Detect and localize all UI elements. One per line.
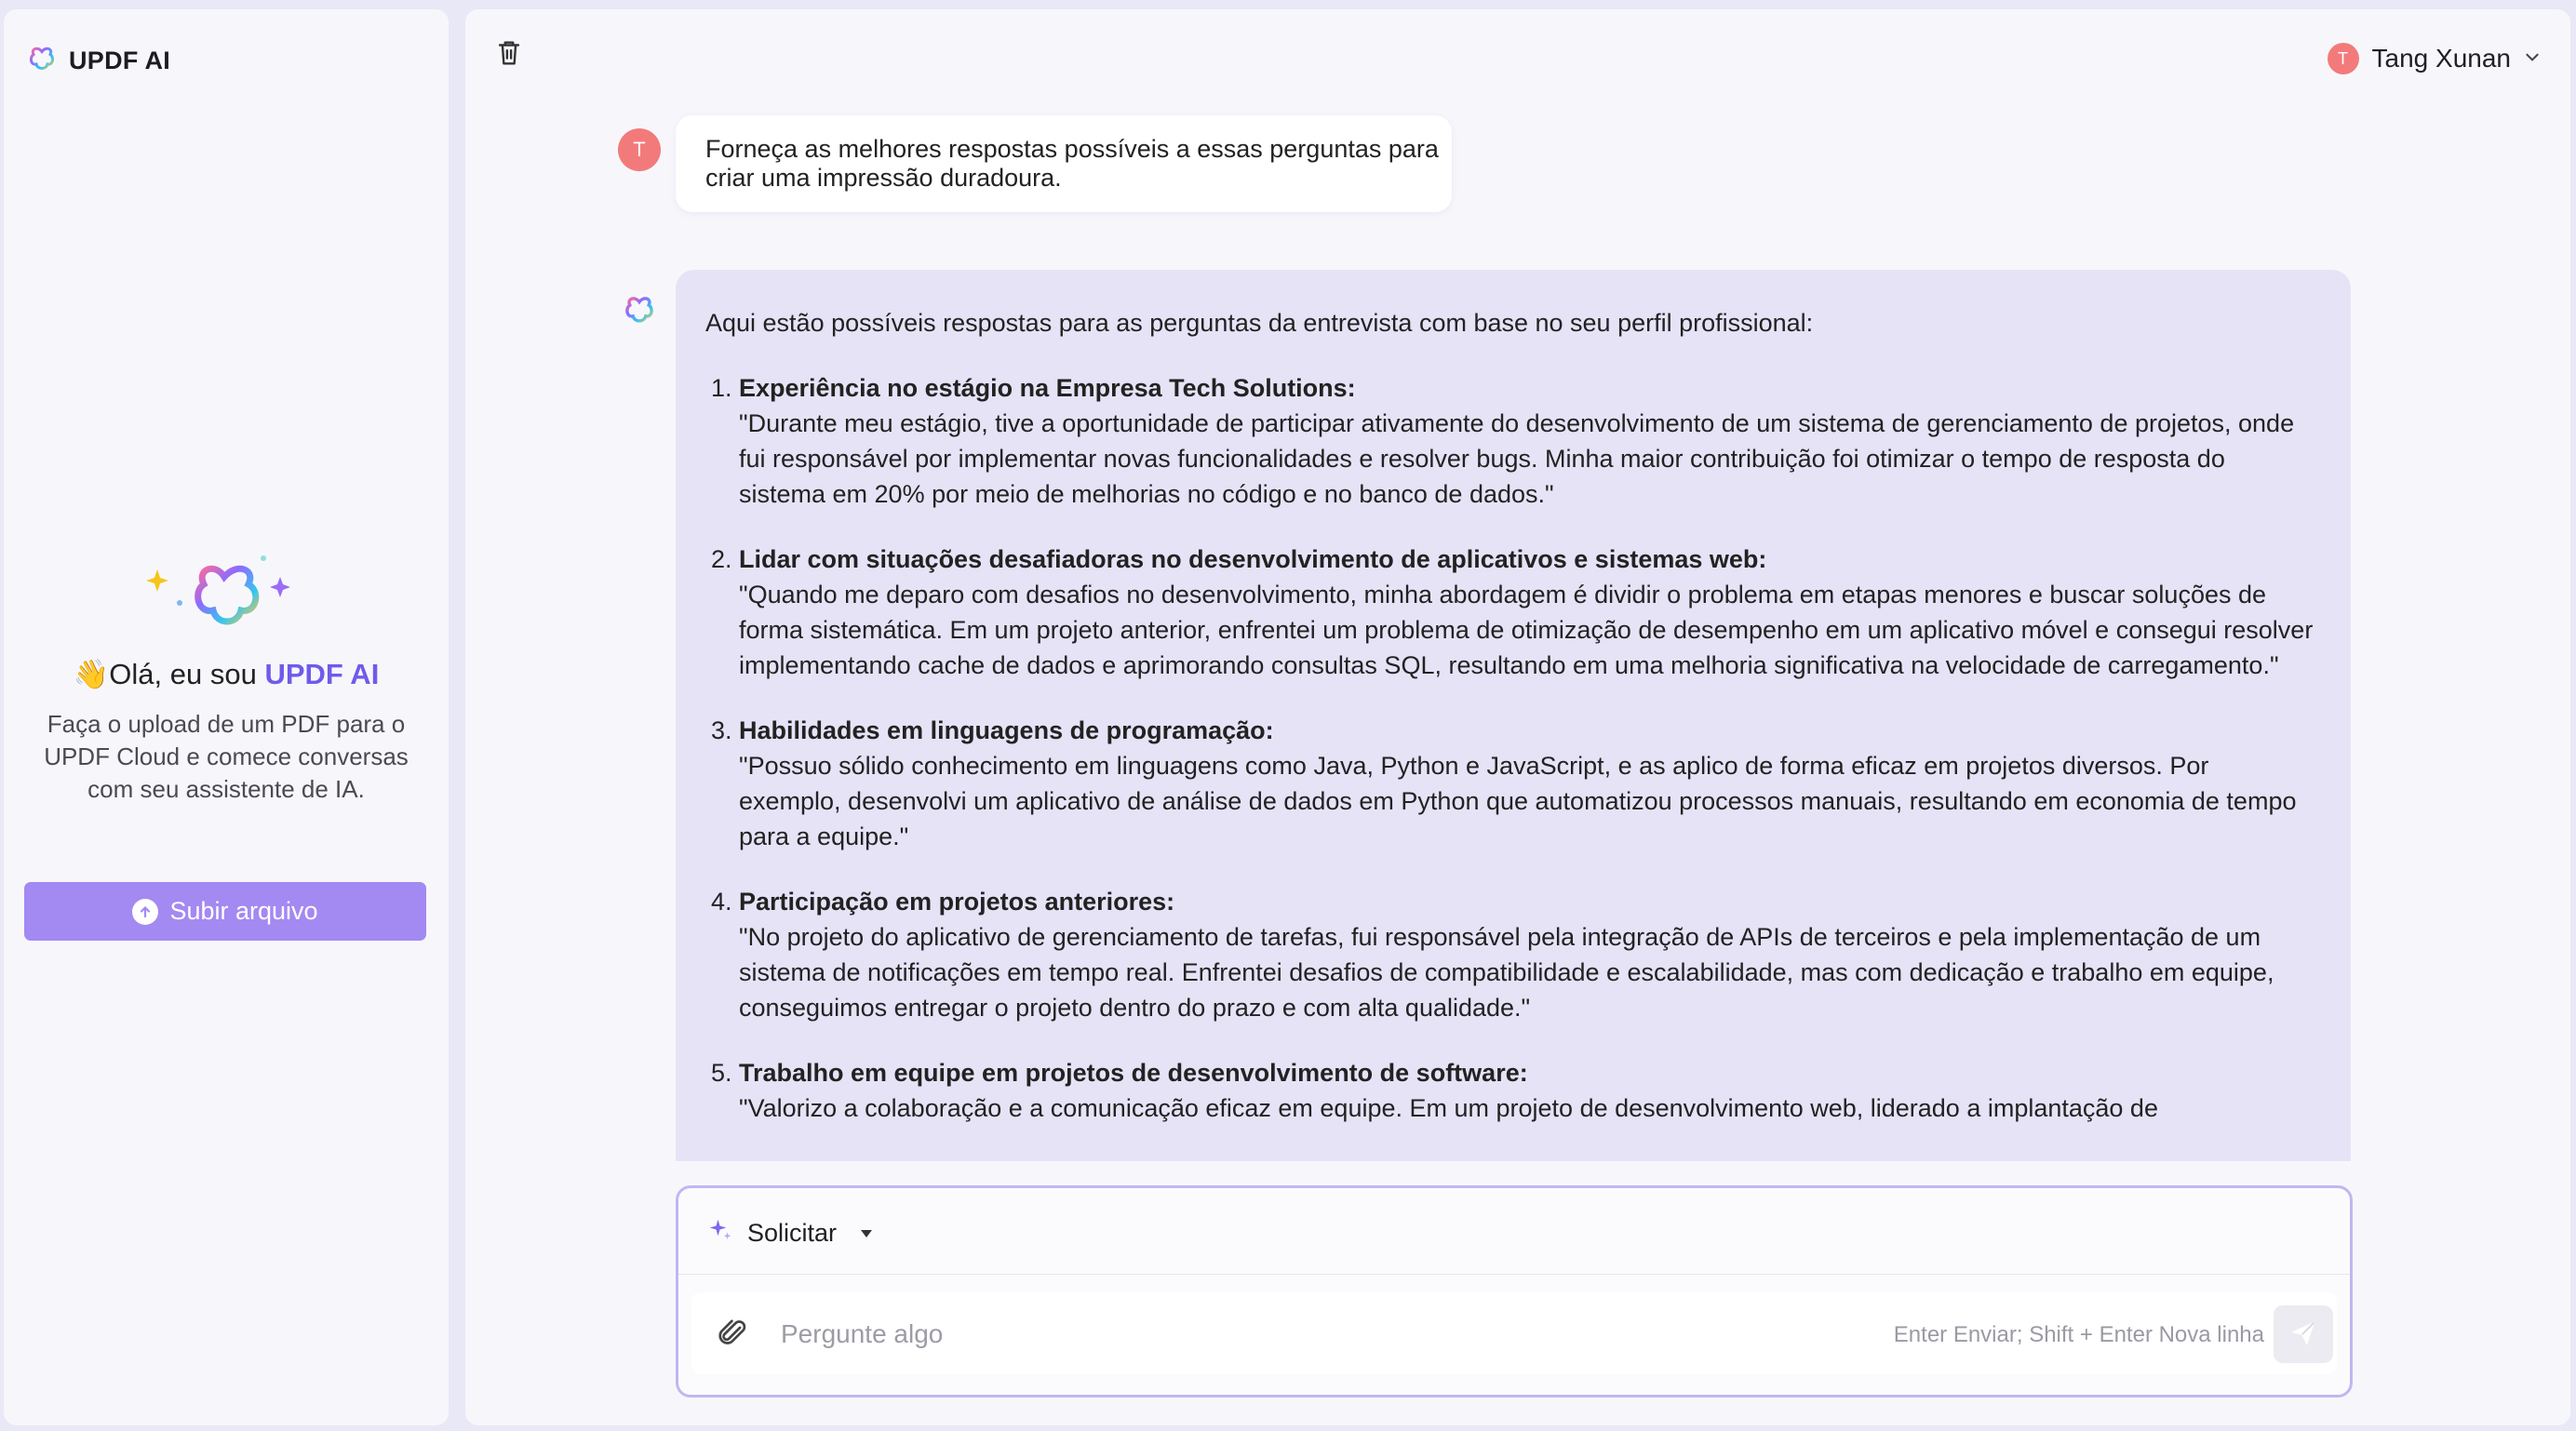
message-avatar: T: [618, 128, 661, 171]
updf-logo-icon: [28, 45, 56, 77]
ai-avatar-icon: [624, 294, 655, 330]
answer-body: "No projeto do aplicativo de gerenciamento de tarefas, fui responsável pela integração de APIs de terceiros e pela implementação de um sistema de notificações em tempo real. Enfrentei desafios de compatibilidade e escalabilidade, mas com dedicação e trabalho em equipe, conseguimos entregar o projeto dentro do prazo e com alta qualidade.": [739, 923, 2274, 1022]
answer-title: 1. Experiência no estágio na Empresa Tech Solutions:: [739, 374, 1356, 402]
divider: [678, 1274, 2350, 1275]
avatar: T: [2328, 43, 2359, 74]
brand: [28, 45, 170, 77]
send-icon: [2289, 1319, 2317, 1350]
sparkle-icon: [706, 1216, 734, 1250]
prompt-label: Solicitar: [747, 1219, 838, 1247]
answer-body: "Valorizo a colaboração e a comunicação eficaz em equipe. Em um projeto de desenvolvimento web, liderado a implantação de: [739, 1094, 2158, 1122]
user-message: Forneça as melhores respostas possíveis a essas perguntas para criar uma impressão duradoura.: [676, 115, 1452, 212]
caret-down-icon: [861, 1230, 872, 1237]
send-button[interactable]: [2274, 1305, 2333, 1363]
prompt-selector[interactable]: [706, 1216, 872, 1250]
greeting-brand: UPDF AI: [264, 658, 380, 690]
ai-intro: Aqui estão possíveis respostas para as perguntas da entrevista com base no seu perfil profissional:: [705, 309, 1814, 337]
brand-name: UPDF AI: [69, 47, 171, 74]
list-item: [739, 713, 2317, 854]
answer-title: 2. Lidar com situações desafiadoras no desenvolvimento de aplicativos e sistemas web:: [739, 545, 1767, 573]
ask-input[interactable]: [779, 1311, 1806, 1357]
list-item: [739, 542, 2317, 683]
composer: [676, 1185, 2353, 1398]
ai-response: [676, 270, 2351, 1161]
greeting-text: 👋Olá, eu sou: [73, 658, 265, 690]
sidebar: [4, 9, 449, 1425]
chevron-down-icon: [2524, 48, 2541, 70]
welcome-description: Faça o upload de um PDF para o UPDF Cloud e comece conversas com seu assistente de IA.: [44, 710, 409, 803]
list-item: [739, 1055, 2317, 1126]
input-area: [691, 1292, 2337, 1374]
list-item: [739, 884, 2317, 1025]
upload-label: Subir arquivo: [169, 897, 318, 925]
answer-title: 4. Participação em projetos anteriores:: [739, 888, 1175, 916]
answer-body: "Possuo sólido conhecimento em linguagens como Java, Python e JavaScript, e as aplico de forma eficaz em projetos diversos. Por exemplo, desenvolvi um aplicativo de análise de dados em Python que automatizou processos manuais, resultando em economia de tempo para a equipe.": [739, 752, 2297, 850]
answer-body: "Quando me deparo com desafios no desenvolvimento, minha abordagem é dividir o problema em etapas menores e buscar soluções de forma sistemática. Em um projeto anterior, enfrentei um problema de otimização de desempenho em um aplicativo móvel e consegui resolver implementando cache de dados e aprimorando consultas SQL, resultando em uma melhoria significativa na velocidade de carregamento.": [739, 581, 2314, 679]
answer-list: [705, 370, 2317, 1126]
welcome-panel: [4, 549, 449, 806]
answer-body: "Durante meu estágio, tive a oportunidade de participar ativamente do desenvolvimento de um sistema de gerenciamento de projetos, onde fui responsável por implementar novas funcionalidades e resolver bugs. Minha maior contribuição foi otimizar o tempo de resposta do sistema em 20% por meio de melhorias no código e no banco de dados.": [739, 409, 2295, 508]
paperclip-icon[interactable]: [716, 1317, 751, 1357]
keyboard-hint: Enter Enviar; Shift + Enter Nova linha: [1893, 1322, 2264, 1347]
user-menu[interactable]: [2328, 43, 2541, 74]
welcome-greeting: [4, 657, 449, 691]
list-item: [739, 370, 2317, 512]
answer-title: 5. Trabalho em equipe em projetos de desenvolvimento de software:: [739, 1059, 1528, 1087]
sparkle-decoration-icon: [124, 549, 329, 642]
trash-icon[interactable]: [493, 37, 525, 74]
upload-file-button[interactable]: [24, 882, 426, 941]
answer-title: 3. Habilidades em linguagens de programação:: [739, 716, 1274, 744]
welcome-illustration: [124, 549, 329, 642]
upload-arrow-icon: [132, 899, 158, 925]
chat-panel: [465, 9, 2570, 1425]
user-name: Tang Xunan: [2371, 44, 2511, 73]
